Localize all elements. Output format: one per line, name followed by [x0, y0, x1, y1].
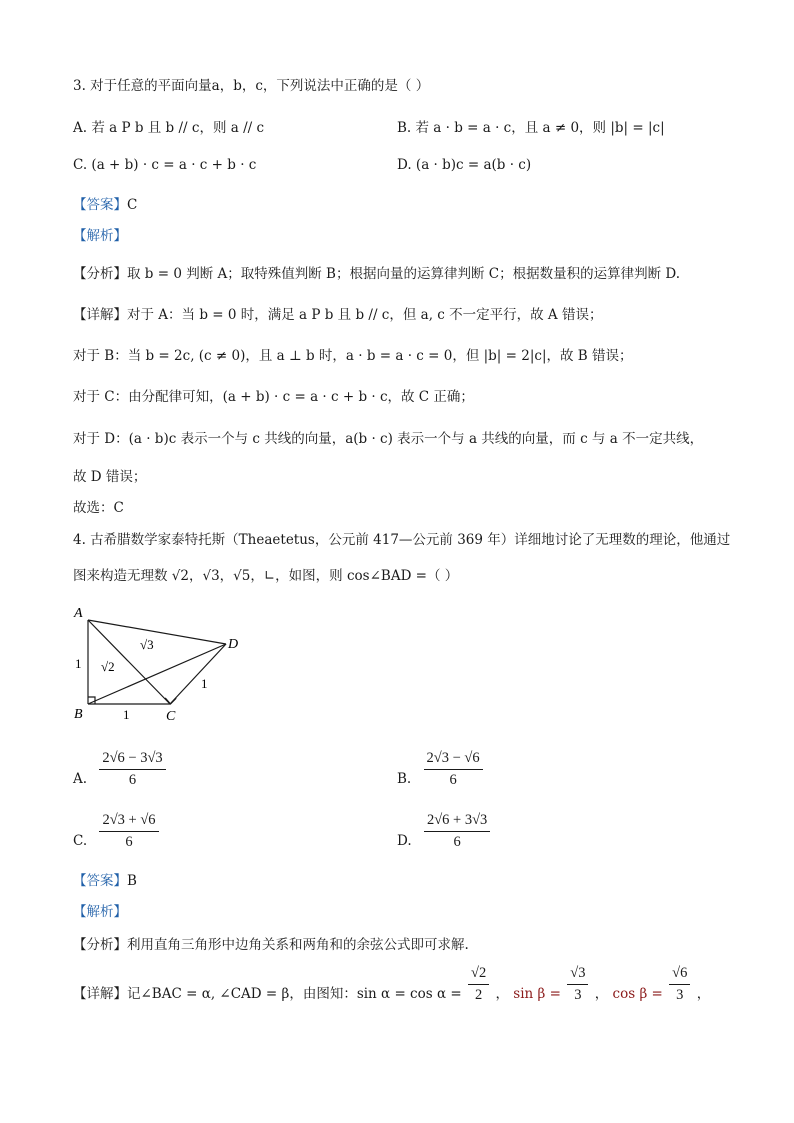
q4-frac-sqrt2: √2: [468, 965, 489, 985]
q4-option-b: [397, 750, 485, 789]
q3-for-b: 对于 B：当 b = 2c, (c ≠ 0)，且 a ⊥ b 时，a · b = a · c = 0，但 |b| = 2|c|，故 B 错误；: [73, 348, 633, 364]
q3-answer-tag: 【答案】: [73, 197, 127, 213]
q3-analysis-tag: 【解析】: [73, 228, 127, 244]
q4-option-a-label: A.: [73, 771, 88, 787]
q3-for-c: 对于 C：由分配律可知，(a + b) · c = a · c + b · c，故 C 正确；: [73, 389, 474, 405]
q4-xiangjie-prefix: 【详解】记∠BAC = α, ∠CAD = β，由图知：sin α = cos α =: [73, 986, 462, 1002]
label-c: C: [166, 709, 176, 724]
label-bc-length: 1: [123, 707, 130, 722]
q3-option-a: A. 若 a P b 且 b // c，则 a // c: [73, 120, 265, 136]
q4-xiangjie: 【详解】记∠BAC = α, ∠CAD = β，由图知：sin α = cos α = $\frac{√2}{2}$ ， sin β = $\frac{√3}{3}$ ， cos β = $\frac{√6}{3}$ ，: [73, 965, 711, 1003]
label-cd-length: 1: [201, 676, 208, 691]
label-b: B: [74, 707, 83, 722]
q4-option-a: [73, 750, 168, 789]
q4-option-b-denominator: 6: [449, 772, 457, 788]
q4-option-d-label: D.: [397, 833, 412, 849]
q4-option-a-denominator: 6: [128, 772, 137, 788]
q3-answer-row: [73, 193, 137, 213]
label-ab-length: 1: [75, 656, 82, 671]
q3-xiangjie: 【详解】对于 A：当 b = 0 时，满足 a P b 且 b // c，但 a, c 不一定平行，故 A 错误；: [73, 307, 603, 323]
q4-answer: B: [127, 873, 137, 889]
q3-stem: 3. 对于任意的平面向量a，b，c，下列说法中正确的是（ ）: [73, 78, 430, 94]
q4-frac-3a: 3: [574, 987, 582, 1003]
q4-analysis-tag: 【解析】: [73, 904, 127, 920]
q3-for-d-cont: 故 D 错误；: [73, 469, 147, 485]
q4-option-d: [397, 812, 492, 851]
q4-fenxi: 【分析】利用直角三角形中边角关系和两角和的余弦公式即可求解.: [73, 937, 469, 953]
q3-option-b: B. 若 a · b = a · c，且 a ≠ 0，则 |b| = |c|: [397, 120, 665, 136]
q4-option-b-numerator: 2√3 − √6: [424, 750, 483, 770]
q3-for-d: 对于 D：(a · b)c 表示一个与 c 共线的向量，a(b · c) 表示一个与 a 共线的向量，而 c 与 a 不一定共线，: [73, 431, 704, 447]
q4-option-b-label: B.: [397, 771, 412, 787]
q4-answer-tag: 【答案】: [73, 873, 127, 889]
q4-answer-row: [73, 869, 137, 889]
q3-answer: C: [127, 197, 138, 213]
label-ad-length: √3: [140, 637, 154, 652]
q3-choose: 故选：C: [73, 500, 124, 516]
segment-cd: [170, 644, 226, 704]
label-a: A: [74, 606, 83, 621]
q4-option-c-numerator: 2√3 + √6: [99, 812, 158, 832]
q4-cos-beta: cos β =: [612, 986, 663, 1002]
q4-frac-3b: 3: [676, 987, 684, 1003]
q4-frac-sqrt3: √3: [567, 965, 588, 985]
segment-bd: [88, 644, 226, 704]
q3-option-c: C. (a + b) · c = a · c + b · c: [73, 157, 257, 173]
q4-option-c-label: C.: [73, 833, 88, 849]
q4-frac-2: 2: [474, 987, 483, 1003]
q3-fenxi: 【分析】取 b = 0 判断 A；取特殊值判断 B；根据向量的运算律判断 C；根据数量积的运算律判断 D.: [73, 266, 681, 282]
q4-option-d-denominator: 6: [453, 834, 461, 850]
q4-option-d-numerator: 2√6 + 3√3: [424, 812, 490, 832]
q4-option-c-denominator: 6: [125, 834, 133, 850]
q4-sin-beta: sin β =: [513, 986, 561, 1002]
q4-geometry-figure: [70, 602, 270, 727]
q4-stem-line2: 图来构造无理数 √2，√3，√5，∟，如图，则 cos∠BAD =（ ）: [73, 568, 459, 584]
q4-frac-sqrt6: √6: [669, 965, 690, 985]
q4-option-c: [73, 812, 161, 851]
label-d: D: [228, 637, 239, 652]
label-ac-length: √2: [101, 659, 115, 674]
q4-option-a-numerator: 2√6 − 3√3: [99, 750, 165, 770]
q4-stem-line1: 4. 古希腊数学家泰特托斯（Theaetetus，公元前 417—公元前 369 年）详细地讨论了无理数的理论，他通过: [73, 532, 731, 548]
q3-option-d: D. (a · b)c = a(b · c): [397, 157, 532, 173]
